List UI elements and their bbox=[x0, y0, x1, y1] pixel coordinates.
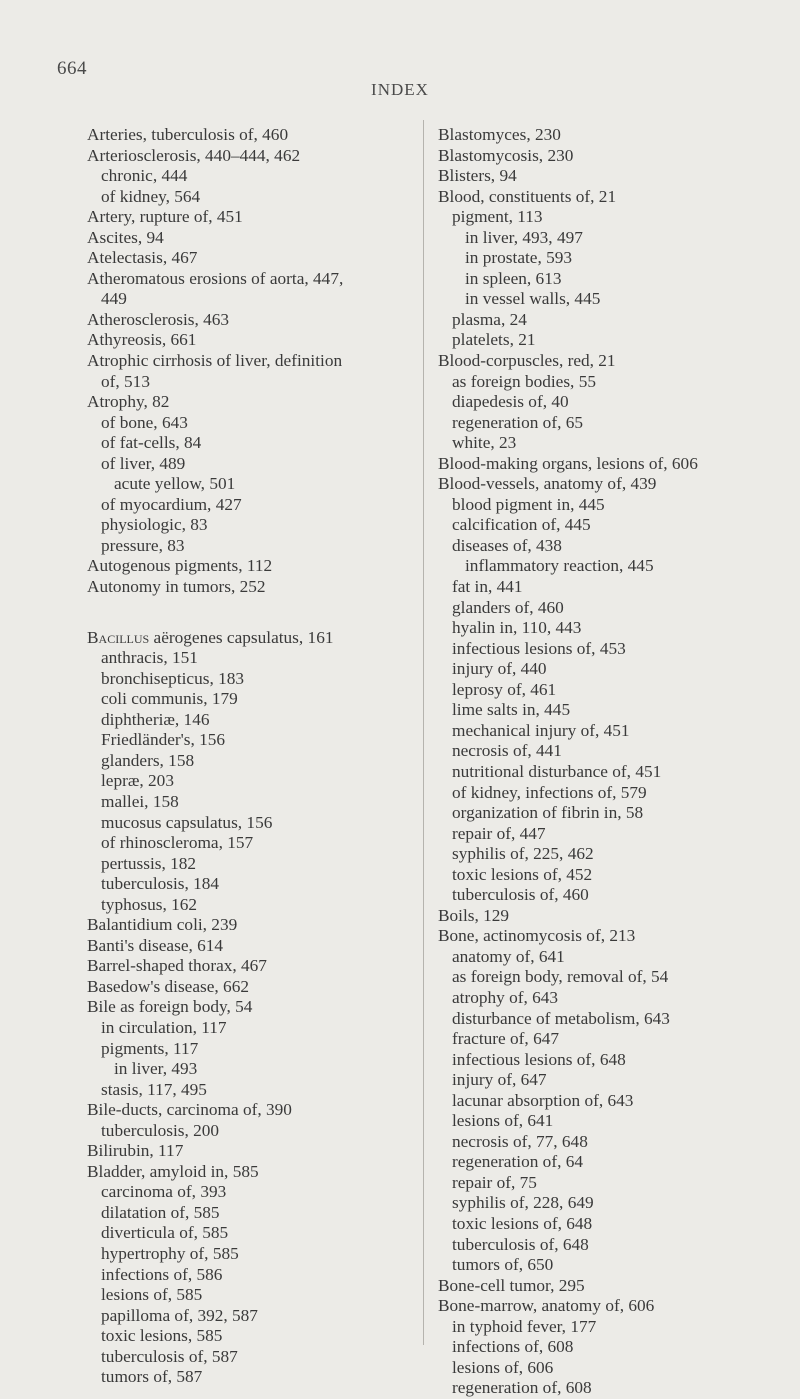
index-subentry: necrosis of, 441 bbox=[452, 741, 562, 761]
index-subentry: coli communis, 179 bbox=[101, 689, 238, 709]
index-subentry: infectious lesions of, 648 bbox=[452, 1049, 626, 1069]
index-subentry: infections of, 608 bbox=[452, 1337, 574, 1357]
index-subentry: fat in, 441 bbox=[452, 577, 523, 597]
index-subentry: repair of, 75 bbox=[452, 1172, 537, 1192]
index-subentry: anatomy of, 641 bbox=[452, 946, 565, 966]
index-subentry: nutritional disturbance of, 451 bbox=[452, 761, 662, 781]
index-entry: Athyreosis, 661 bbox=[87, 330, 197, 350]
index-entry: Boils, 129 bbox=[438, 905, 510, 925]
index-subentry: calcification of, 445 bbox=[452, 515, 591, 535]
index-subentry: dilatation of, 585 bbox=[101, 1202, 220, 1222]
index-entry: Bacillus aërogenes capsulatus, 161 bbox=[87, 627, 334, 647]
index-entry: Bilirubin, 117 bbox=[87, 1141, 184, 1161]
index-subentry: necrosis of, 77, 648 bbox=[452, 1131, 588, 1151]
index-subentry: toxic lesions of, 648 bbox=[452, 1213, 593, 1233]
index-subentry: tuberculosis of, 587 bbox=[101, 1346, 238, 1366]
index-subentry: leprosy of, 461 bbox=[452, 679, 557, 699]
index-entry: Blood-corpuscles, red, 21 bbox=[438, 351, 616, 371]
column-divider bbox=[423, 120, 424, 1345]
index-entry: Bone, actinomycosis of, 213 bbox=[438, 926, 636, 946]
index-subentry: diseases of, 438 bbox=[452, 535, 562, 555]
index-subentry: acute yellow, 501 bbox=[114, 474, 236, 494]
index-subentry: pigments, 117 bbox=[101, 1038, 199, 1058]
index-entry: Blood-making organs, lesions of, 606 bbox=[438, 453, 698, 473]
index-subentry: infections of, 586 bbox=[101, 1264, 223, 1284]
index-subentry: as foreign body, removal of, 54 bbox=[452, 967, 669, 987]
index-subentry: glanders of, 460 bbox=[452, 597, 564, 617]
index-subentry: regeneration of, 65 bbox=[452, 412, 583, 432]
index-subentry: syphilis of, 228, 649 bbox=[452, 1193, 594, 1213]
index-subentry: bronchisepticus, 183 bbox=[101, 668, 245, 688]
index-entry: Bladder, amyloid in, 585 bbox=[87, 1161, 259, 1181]
index-subentry: glanders, 158 bbox=[101, 750, 195, 770]
index-subentry: of kidney, 564 bbox=[101, 186, 201, 206]
index-subentry: lesions of, 606 bbox=[452, 1357, 554, 1377]
index-subentry: lesions of, 585 bbox=[101, 1285, 203, 1305]
index-subentry: toxic lesions, 585 bbox=[101, 1326, 223, 1346]
index-subentry: of kidney, infections of, 579 bbox=[452, 782, 647, 802]
index-subentry: inflammatory reaction, 445 bbox=[465, 556, 654, 576]
index-subentry: tuberculosis, 200 bbox=[101, 1120, 220, 1140]
index-subentry: lesions of, 641 bbox=[452, 1111, 554, 1131]
index-subentry: stasis, 117, 495 bbox=[101, 1079, 207, 1099]
index-column-right bbox=[438, 125, 778, 1399]
index-entry: Blood, constituents of, 21 bbox=[438, 186, 617, 206]
index-column-left bbox=[87, 125, 417, 1388]
index-subentry: diphtheriæ, 146 bbox=[101, 709, 210, 729]
index-subentry: repair of, 447 bbox=[452, 823, 546, 843]
index-subentry: fracture of, 647 bbox=[452, 1029, 559, 1049]
index-subentry: tuberculosis, 184 bbox=[101, 874, 220, 894]
index-subentry: in prostate, 593 bbox=[465, 248, 573, 268]
index-entry: Blastomycosis, 230 bbox=[438, 145, 574, 165]
index-subentry: of bone, 643 bbox=[101, 412, 188, 432]
section-gap bbox=[87, 598, 417, 628]
index-entry: Blood-vessels, anatomy of, 439 bbox=[438, 474, 657, 494]
index-subentry: hyalin in, 110, 443 bbox=[452, 618, 582, 638]
index-subentry: Friedländer's, 156 bbox=[101, 730, 226, 750]
index-subentry: in circulation, 117 bbox=[101, 1017, 227, 1037]
index-subentry: of myocardium, 427 bbox=[101, 494, 242, 514]
index-entry: Artery, rupture of, 451 bbox=[87, 207, 243, 227]
index-subentry: of, 513 bbox=[101, 371, 150, 391]
index-subentry: injury of, 440 bbox=[452, 659, 547, 679]
index-subentry: chronic, 444 bbox=[101, 166, 188, 186]
index-subentry: of liver, 489 bbox=[101, 453, 186, 473]
index-subentry: white, 23 bbox=[452, 433, 517, 453]
index-entry: Atrophy, 82 bbox=[87, 392, 170, 412]
index-subentry: disturbance of metabolism, 643 bbox=[452, 1008, 670, 1028]
index-subentry: infectious lesions of, 453 bbox=[452, 638, 626, 658]
index-entry: Balantidium coli, 239 bbox=[87, 915, 238, 935]
index-entry: Bone-cell tumor, 295 bbox=[438, 1275, 585, 1295]
index-subentry: lime salts in, 445 bbox=[452, 700, 571, 720]
index-subentry: anthracis, 151 bbox=[101, 648, 198, 668]
index-subentry: platelets, 21 bbox=[452, 330, 536, 350]
index-subentry: of rhinoscleroma, 157 bbox=[101, 833, 254, 853]
index-subentry: lepræ, 203 bbox=[101, 771, 174, 791]
index-subentry: plasma, 24 bbox=[452, 309, 527, 329]
index-subentry: of fat-cells, 84 bbox=[101, 433, 202, 453]
index-subentry: pressure, 83 bbox=[101, 535, 185, 555]
index-subentry: hypertrophy of, 585 bbox=[101, 1243, 239, 1263]
page-number: 664 bbox=[57, 58, 87, 79]
index-subentry: in liver, 493, 497 bbox=[465, 227, 583, 247]
index-subentry: tuberculosis of, 648 bbox=[452, 1234, 589, 1254]
index-subentry: blood pigment in, 445 bbox=[452, 494, 605, 514]
index-entry: Barrel-shaped thorax, 467 bbox=[87, 956, 267, 976]
index-subentry: as foreign bodies, 55 bbox=[452, 371, 596, 391]
index-subentry: 449 bbox=[101, 289, 127, 309]
index-entry: Blisters, 94 bbox=[438, 166, 517, 186]
index-subentry: pigment, 113 bbox=[452, 207, 543, 227]
index-subentry: in vessel walls, 445 bbox=[465, 289, 601, 309]
index-entry: Blastomyces, 230 bbox=[438, 125, 561, 144]
index-subentry: toxic lesions of, 452 bbox=[452, 864, 593, 884]
index-subentry: in liver, 493 bbox=[114, 1059, 198, 1079]
index-subentry: in spleen, 613 bbox=[465, 268, 562, 288]
index-subentry: physiologic, 83 bbox=[101, 515, 208, 535]
index-entry: Ascites, 94 bbox=[87, 227, 164, 247]
index-entry: Autogenous pigments, 112 bbox=[87, 556, 273, 576]
index-entry: Bile as foreign body, 54 bbox=[87, 997, 253, 1017]
index-subentry: mechanical injury of, 451 bbox=[452, 720, 630, 740]
index-subentry: tuberculosis of, 460 bbox=[452, 885, 589, 905]
index-subentry: regeneration of, 64 bbox=[452, 1152, 583, 1172]
index-subentry: pertussis, 182 bbox=[101, 853, 197, 873]
index-subentry: syphilis of, 225, 462 bbox=[452, 844, 594, 864]
index-entry: Arteries, tuberculosis of, 460 bbox=[87, 125, 289, 144]
index-entry: Autonomy in tumors, 252 bbox=[87, 577, 266, 597]
index-subentry: atrophy of, 643 bbox=[452, 987, 559, 1007]
index-entry: Bone-marrow, anatomy of, 606 bbox=[438, 1296, 655, 1316]
index-subentry: tumors of, 650 bbox=[452, 1255, 554, 1275]
index-subentry: injury of, 647 bbox=[452, 1070, 547, 1090]
index-entry: Bile-ducts, carcinoma of, 390 bbox=[87, 1100, 292, 1120]
index-entry: Arteriosclerosis, 440–444, 462 bbox=[87, 145, 301, 165]
index-subentry: mucosus capsulatus, 156 bbox=[101, 812, 273, 832]
index-subentry: carcinoma of, 393 bbox=[101, 1182, 227, 1202]
index-entry: Basedow's disease, 662 bbox=[87, 976, 249, 996]
index-subentry: diapedesis of, 40 bbox=[452, 392, 569, 412]
index-entry: Banti's disease, 614 bbox=[87, 935, 224, 955]
index-subentry: typhosus, 162 bbox=[101, 894, 198, 914]
index-subentry: in typhoid fever, 177 bbox=[452, 1316, 597, 1336]
index-entry: Atelectasis, 467 bbox=[87, 248, 198, 268]
index-subentry: mallei, 158 bbox=[101, 791, 179, 811]
index-subentry: papilloma of, 392, 587 bbox=[101, 1305, 258, 1325]
index-entry: Atherosclerosis, 463 bbox=[87, 309, 230, 329]
section-lead-word: Bacillus bbox=[87, 627, 150, 647]
index-entry: Atrophic cirrhosis of liver, definition bbox=[87, 351, 343, 371]
index-subentry: organization of fibrin in, 58 bbox=[452, 803, 644, 823]
running-head: INDEX bbox=[371, 80, 429, 99]
index-subentry: diverticula of, 585 bbox=[101, 1223, 229, 1243]
index-subentry: regeneration of, 608 bbox=[452, 1378, 592, 1398]
index-subentry: tumors of, 587 bbox=[101, 1367, 203, 1387]
index-subentry: lacunar absorption of, 643 bbox=[452, 1090, 634, 1110]
index-entry: Atheromatous erosions of aorta, 447, bbox=[87, 268, 344, 288]
